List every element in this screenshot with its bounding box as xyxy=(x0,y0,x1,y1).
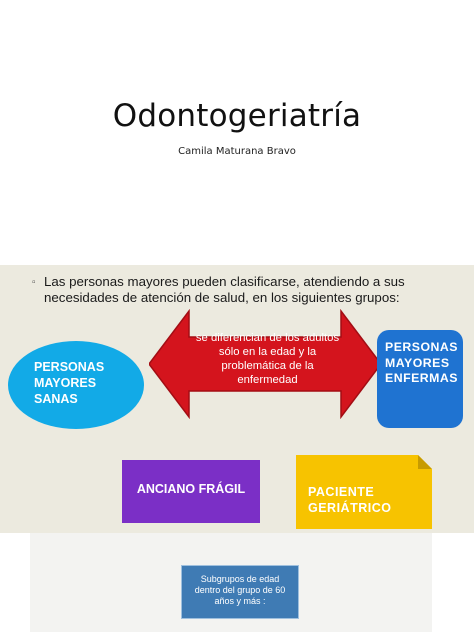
sanas-line-2: MAYORES xyxy=(34,376,97,390)
sanas-line-1: PERSONAS xyxy=(34,360,105,374)
bullet-line-2: necesidades de atención de salud, en los siguientes grupos: xyxy=(44,290,400,305)
intro-bullet xyxy=(32,274,468,306)
slide-classification xyxy=(0,265,474,533)
cover-author: Camila Maturana Bravo xyxy=(178,146,296,157)
subgrupos-line-1: Subgrupos de edad xyxy=(200,574,280,584)
geriatrico-line-1: PACIENTE xyxy=(308,485,375,499)
subgrupos-box xyxy=(181,565,299,619)
bullet-marker-icon: ▫ xyxy=(32,277,36,288)
subgrupos-line-3: años y más : xyxy=(214,596,266,606)
arrow-label: se diferencian de los adultos sólo en la edad y la problemática de la enfermedad xyxy=(195,332,340,386)
cover-title: Odontogeriatría xyxy=(112,98,362,134)
bullet-line-1: Las personas mayores pueden clasificarse, atendiendo a sus xyxy=(44,274,405,289)
paciente-geriatrico-label xyxy=(308,485,418,516)
anciano-fragil-box xyxy=(122,460,260,523)
personas-enfermas-label: PERSONAS MAYORES ENFERMAS xyxy=(385,340,459,385)
subgrupos-line-2: dentro del grupo de 60 xyxy=(194,585,286,595)
anciano-fragil-label: ANCIANO FRÁGIL xyxy=(136,482,246,496)
geriatrico-line-2: GERIÁTRICO xyxy=(308,500,392,515)
slide-subgroups xyxy=(30,533,432,632)
subgrupos-label xyxy=(182,574,298,607)
sanas-line-3: SANAS xyxy=(34,392,78,406)
personas-enfermas-box xyxy=(377,330,463,428)
personas-sanas-label xyxy=(34,359,134,407)
